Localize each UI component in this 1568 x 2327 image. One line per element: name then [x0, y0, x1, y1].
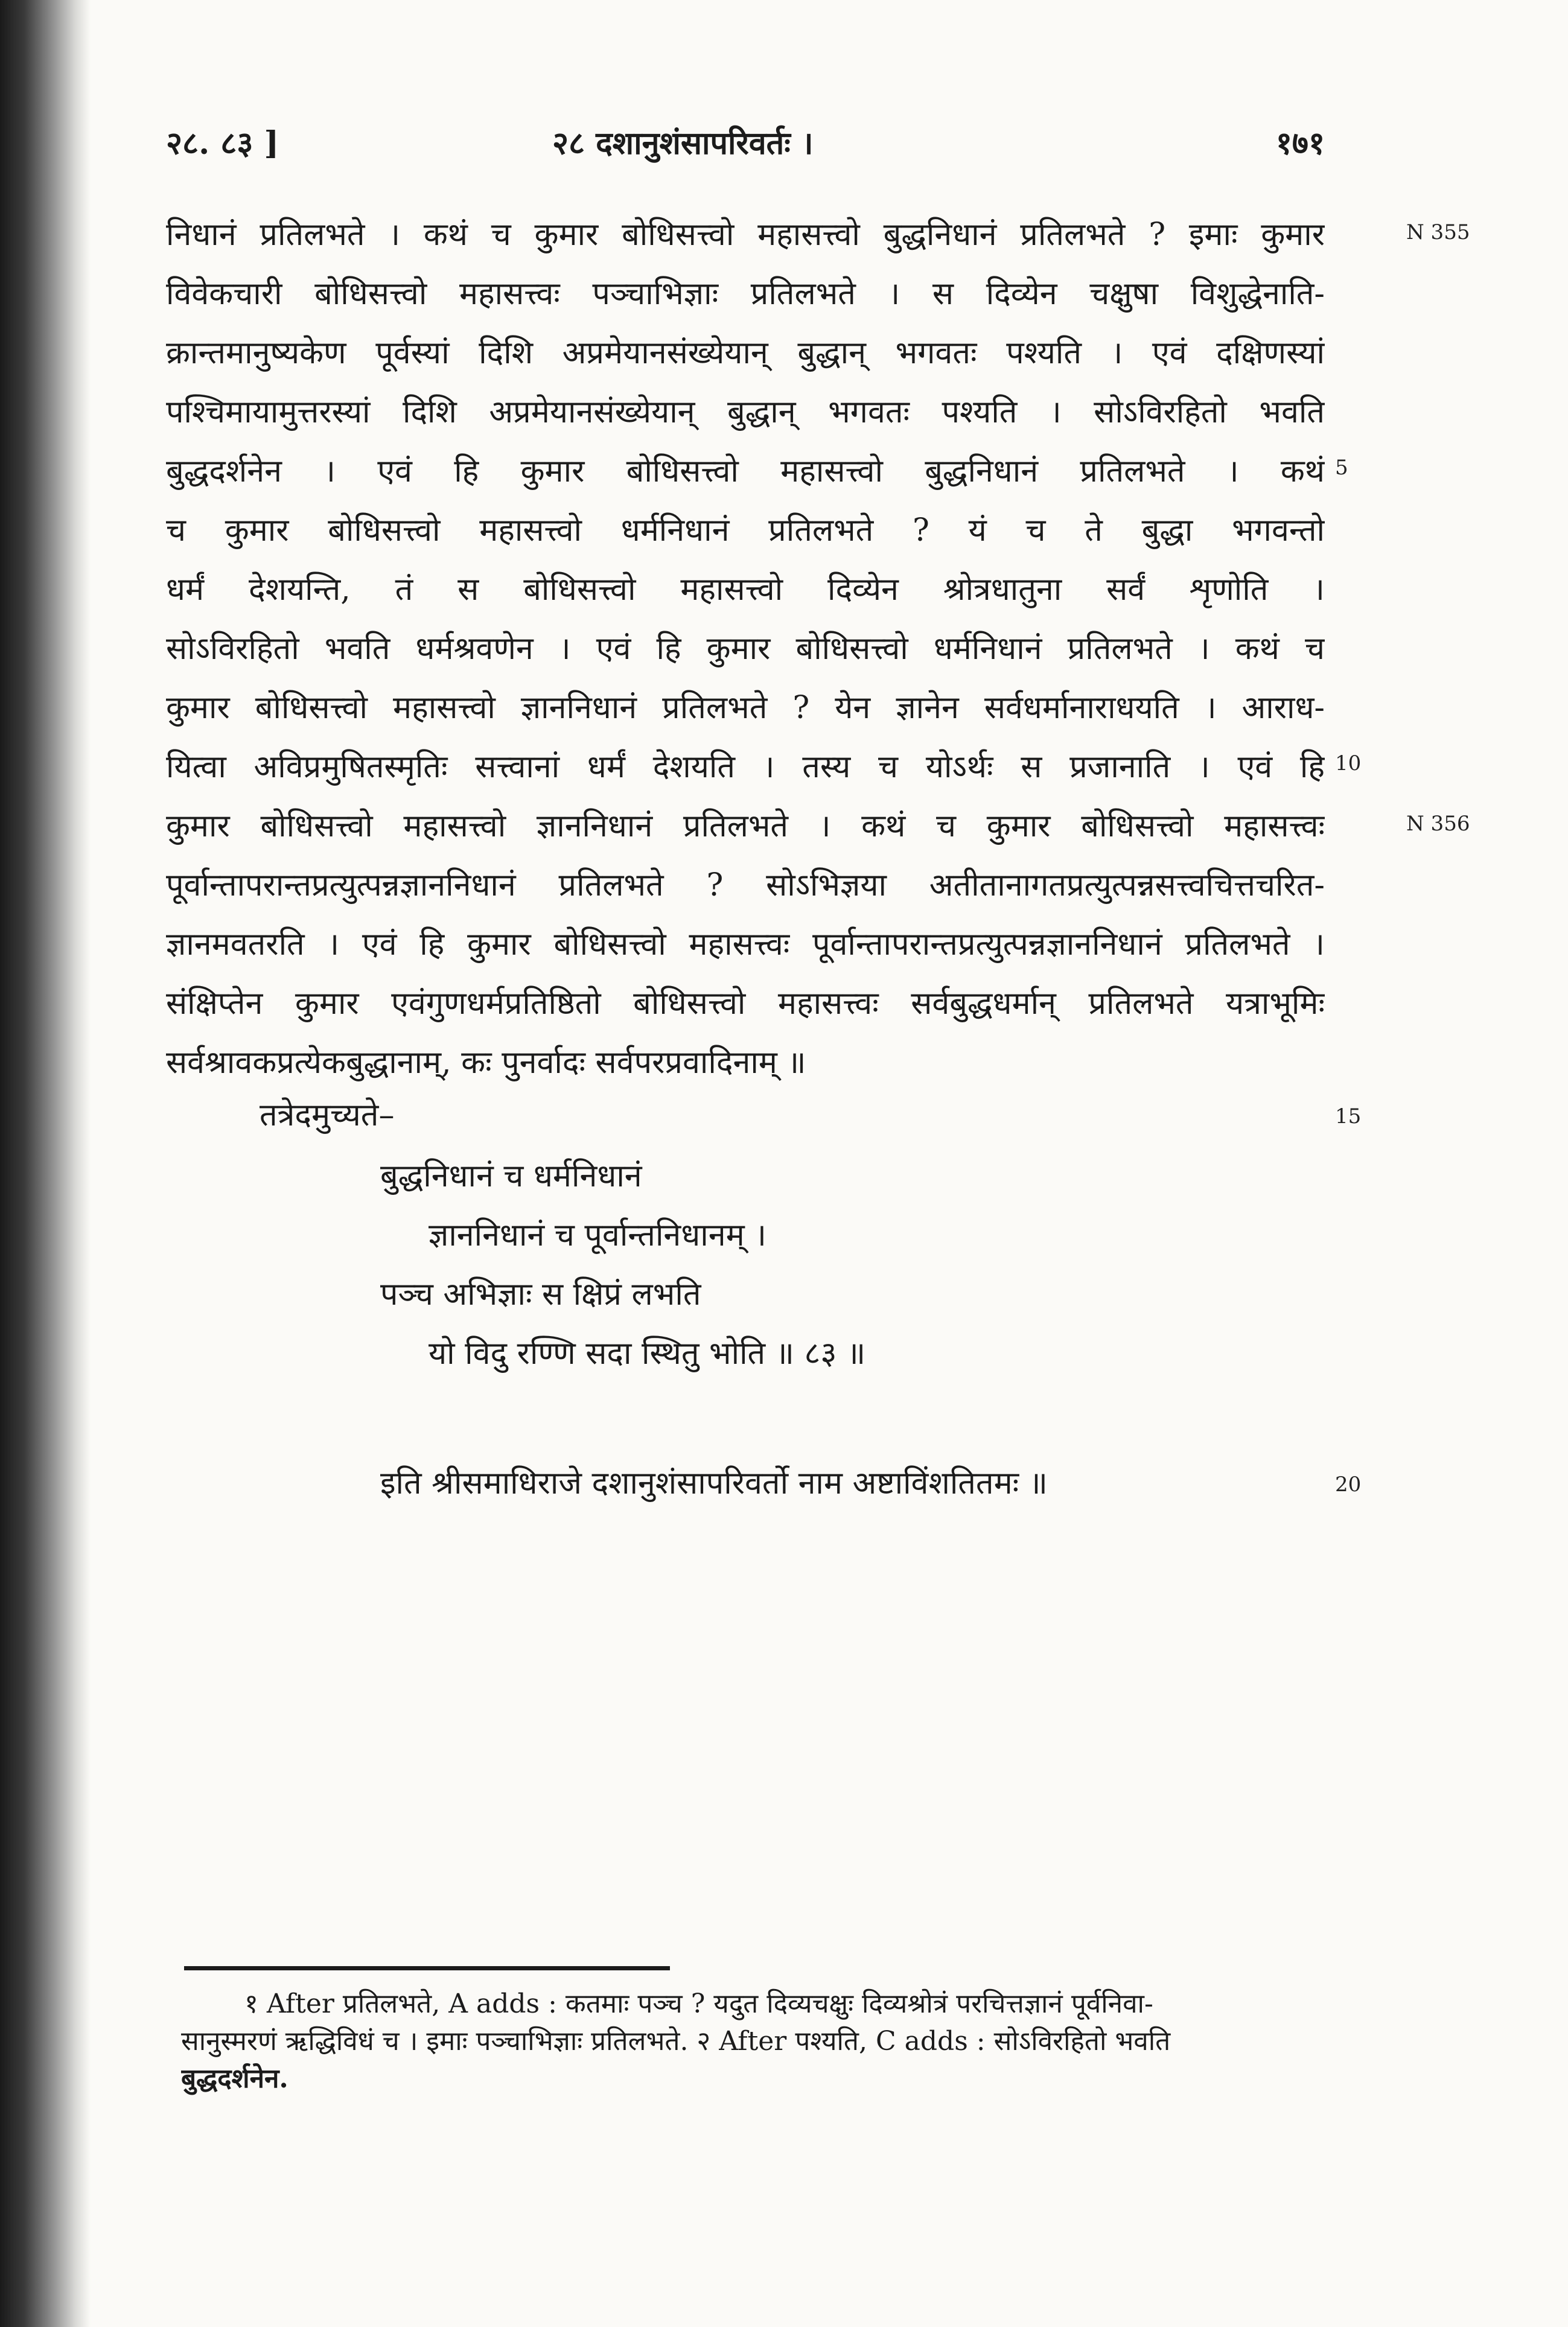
line-number-10: 10 — [1335, 751, 1362, 775]
footnote-line: बुद्धदर्शनेन. — [181, 2063, 288, 2094]
prose-line: यित्वा अविप्रमुषितस्मृतिः सत्त्वानां धर्मं देशयति । तस्य च योऽर्थः स प्रजानाति । एवं हि — [166, 749, 1325, 785]
binding-shadow — [0, 0, 91, 2327]
line-number-5: 5 — [1335, 456, 1348, 480]
verse-line: यो विदु रण्णि सदा स्थितु भोति ॥ ८३ ॥ — [429, 1335, 866, 1372]
verse-line: बुद्धनिधानं च धर्मनिधानं — [380, 1158, 642, 1194]
margin-ref-n355: N 355 — [1406, 220, 1470, 244]
prose-line: धर्मं देशयन्ति, तं स बोधिसत्त्वो महासत्त्वो दिव्येन श्रोत्रधातुना सर्वं शृणोति । — [166, 571, 1325, 608]
header-chapter-title: २८ दशानुशंसापरिवर्तः । — [552, 125, 814, 162]
prose-line: सोऽविरहितो भवति धर्मश्रवणेन । एवं हि कुमार बोधिसत्त्वो धर्मनिधानं प्रतिलभते । कथं च — [166, 631, 1325, 667]
prose-line: बुद्धदर्शनेन । एवं हि कुमार बोधिसत्त्वो महासत्त्वो बुद्धनिधानं प्रतिलभते । कथं — [166, 453, 1325, 489]
header-page-number: १७१ — [1275, 125, 1325, 162]
prose-line: पूर्वान्तापरान्तप्रत्युत्पन्नज्ञाननिधानं प्रतिलभते ? सोऽभिज्ञया अतीतानागतप्रत्युत्पन्नसत्त्वचित्तचरित- — [166, 867, 1325, 903]
running-header — [166, 115, 1325, 169]
verse-introduction: तत्रेदमुच्यते– — [260, 1097, 395, 1133]
footnote-line: सानुस्मरणं ऋद्धिविधं च । इमाः पञ्चाभिज्ञाः प्रतिलभते. २ After पश्यति, C adds : सोऽविरहितो भवति — [181, 2026, 1171, 2057]
footnote-line: १ After प्रतिलभते, A adds : कतमाः पञ्च ? यदुत दिव्यचक्षुः दिव्यश्रोत्रं परचित्तज्ञानं पूर्वनिवा- — [244, 1988, 1153, 2019]
verse-block — [380, 1147, 865, 1383]
prose-line: च कुमार बोधिसत्त्वो महासत्त्वो धर्मनिधानं प्रतिलभते ? यं च ते बुद्धा भगवन्तो — [166, 512, 1325, 549]
verse-line: ज्ञाननिधानं च पूर्वान्तनिधानम् । — [429, 1217, 766, 1253]
prose-line: कुमार बोधिसत्त्वो महासत्त्वो ज्ञाननिधानं प्रतिलभते ? येन ज्ञानेन सर्वधर्मानाराधयति । आराध- — [166, 690, 1325, 726]
prose-line: सर्वश्रावकप्रत्येकबुद्धानाम्, कः पुनर्वादः सर्वपरप्रवादिनाम् ॥ — [166, 1045, 806, 1081]
footnote-divider — [184, 1966, 670, 1970]
margin-ref-n356: N 356 — [1406, 812, 1470, 836]
verse-line: पञ्च अभिज्ञाः स क्षिप्रं लभति — [380, 1276, 701, 1313]
line-number-20: 20 — [1335, 1472, 1362, 1497]
prose-line: निधानं प्रतिलभते । कथं च कुमार बोधिसत्त्वो महासत्त्वो बुद्धनिधानं प्रतिलभते ? इमाः कुमार — [166, 217, 1325, 253]
chapter-colophon: इति श्रीसमाधिराजे दशानुशंसापरिवर्तो नाम अष्टाविंशतितमः ॥ — [380, 1465, 1048, 1501]
prose-line: पश्चिमायामुत्तरस्यां दिशि अप्रमेयानसंख्येयान् बुद्धान् भगवतः पश्यति । सोऽविरहितो भवति — [166, 394, 1325, 430]
header-verse-range: २८. ८३ ] — [166, 125, 279, 162]
prose-line: संक्षिप्तेन कुमार एवंगुणधर्मप्रतिष्ठितो बोधिसत्त्वो महासत्त्वः सर्वबुद्धधर्मान् प्रतिलभते यत्राभूमिः — [166, 985, 1325, 1022]
prose-line: कुमार बोधिसत्त्वो महासत्त्वो ज्ञाननिधानं प्रतिलभते । कथं च कुमार बोधिसत्त्वो महासत्त्वः — [166, 808, 1325, 844]
prose-block — [166, 205, 1325, 1092]
prose-line: क्रान्तमानुष्यकेण पूर्वस्यां दिशि अप्रमेयानसंख्येयान् बुद्धान् भगवतः पश्यति । एवं दक्षिणस्यां — [166, 335, 1325, 371]
prose-line: विवेकचारी बोधिसत्त्वो महासत्त्वः पञ्चाभिज्ञाः प्रतिलभते । स दिव्येन चक्षुषा विशुद्धेनाति- — [166, 276, 1325, 312]
line-number-15: 15 — [1335, 1104, 1362, 1128]
prose-line: ज्ञानमवतरति । एवं हि कुमार बोधिसत्त्वो महासत्त्वः पूर्वान्तापरान्तप्रत्युत्पन्नज्ञाननिधानं प्रतिलभते । — [166, 926, 1325, 963]
footnotes — [181, 1985, 1322, 2098]
